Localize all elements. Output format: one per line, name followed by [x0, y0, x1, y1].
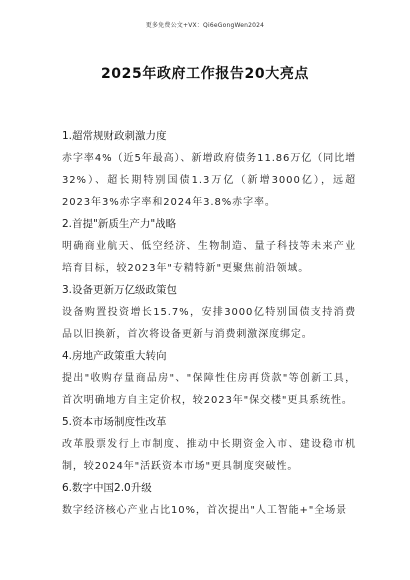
section-body: 提出"收购存量商品房"、"保障性住房再贷款"等创新工具，首次明确地方自主定价权，较2023年"保交楼"更具系统性。 [62, 373, 356, 406]
document-body [62, 128, 356, 524]
header-note: 更多免费公文+VX：Qi6eGongWen2024 [145, 22, 265, 29]
section-heading: 1.超常规财政刺激力度 [62, 130, 167, 142]
section-heading: 3.设备更新万亿级政策包 [62, 284, 178, 296]
section-body: 改革股票发行上市制度、推动中长期资金入市、建设稳市机制，较2024年"活跃资本市场"更具制度突破性。 [62, 439, 356, 472]
section-6 [62, 480, 356, 522]
section-4 [62, 348, 356, 412]
section-heading: 5.资本市场制度性改革 [62, 416, 167, 428]
section-body: 数字经济核心产业占比10%，首次提出"人工智能+"全场景 [62, 505, 348, 516]
document-title: 2025年政府工作报告20大亮点 [100, 66, 310, 82]
section-2 [62, 216, 356, 280]
section-body: 设备购置投资增长15.7%，安排3000亿特别国债支持消费品以旧换新，首次将设备更新与消费刺激深度绑定。 [62, 307, 356, 340]
section-heading: 2.首提"新质生产力"战略 [62, 218, 177, 230]
section-3 [62, 282, 356, 346]
section-5 [62, 414, 356, 478]
section-body: 明确商业航天、低空经济、生物制造、量子科技等未来产业培育目标，较2023年"专精特新"更聚焦前沿领域。 [62, 241, 356, 274]
section-1 [62, 128, 356, 214]
section-heading: 4.房地产政策重大转向 [62, 350, 167, 362]
section-body: 赤字率4%（近5年最高）、新增政府债务11.86万亿（同比增32%）、超长期特别国债1.3万亿（新增3000亿），远超2023年3%赤字率和2024年3.8%赤字率。 [62, 153, 356, 208]
section-heading: 6.数字中国2.0升级 [62, 482, 152, 494]
